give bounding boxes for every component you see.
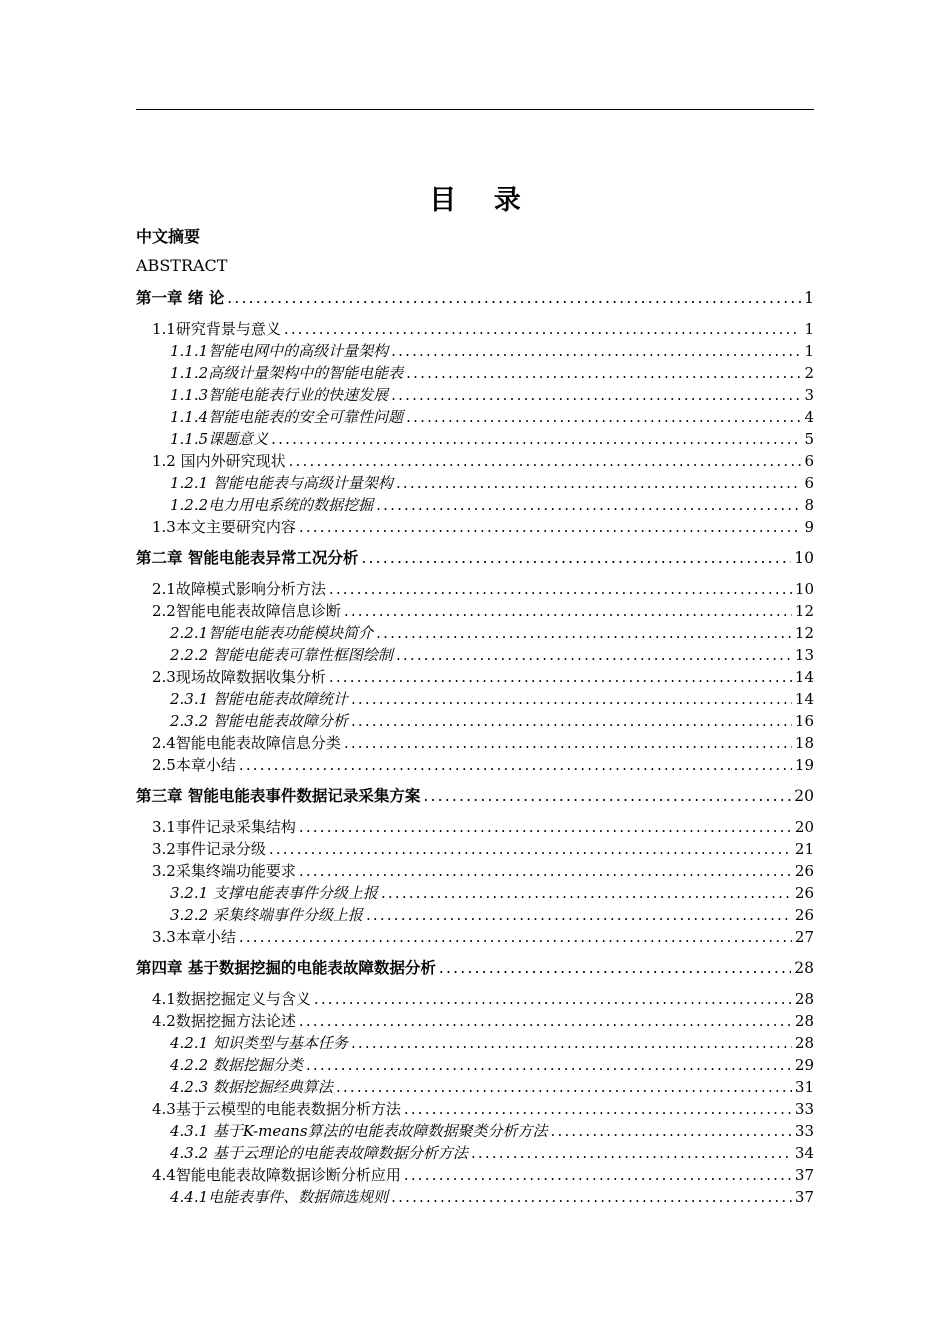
toc-entry-sub[interactable] bbox=[170, 689, 814, 709]
toc-entry-sec[interactable] bbox=[152, 839, 814, 859]
toc-entry-label: 2.3.1 智能电能表故障统计 bbox=[170, 690, 348, 708]
toc-entry-label: 4.2.1 知识类型与基本任务 bbox=[170, 1034, 348, 1052]
toc-entry-label: 1.1.3智能电能表行业的快速发展 bbox=[170, 386, 389, 404]
toc-entry-label: 第一章 绪 论 bbox=[136, 289, 225, 307]
toc-entry-sec[interactable] bbox=[152, 1011, 814, 1031]
toc-entry-page-number: 10 bbox=[794, 549, 814, 567]
toc-entry-sub[interactable] bbox=[170, 363, 814, 383]
toc-entry-label: 1.2 国内外研究现状 bbox=[152, 452, 286, 470]
toc-entry-chapter[interactable] bbox=[136, 958, 814, 978]
toc-entry-sec[interactable] bbox=[152, 1099, 814, 1119]
toc-entry-sub[interactable] bbox=[170, 1121, 814, 1141]
toc-dot-leader bbox=[344, 733, 792, 753]
toc-entry-page-number: 16 bbox=[794, 712, 814, 730]
toc-dot-leader bbox=[391, 385, 801, 405]
toc-dot-leader bbox=[284, 319, 802, 339]
toc-entry-label: 4.4智能电能表故障数据诊断分析应用 bbox=[152, 1166, 401, 1184]
toc-entry-page-number: 28 bbox=[794, 990, 814, 1008]
toc-dot-leader bbox=[269, 839, 792, 859]
toc-entry-label: 3.3本章小结 bbox=[152, 928, 236, 946]
toc-entry-sub[interactable] bbox=[170, 385, 814, 405]
toc-entry-page-number: 21 bbox=[794, 840, 814, 858]
toc-dot-leader bbox=[404, 1099, 792, 1119]
toc-entry-label: 1.1.2高级计量架构中的智能电能表 bbox=[170, 364, 404, 382]
toc-entry-label: 2.2智能电能表故障信息诊断 bbox=[152, 602, 341, 620]
toc-entry-sec[interactable] bbox=[152, 989, 814, 1009]
toc-entry-sub[interactable] bbox=[170, 1187, 814, 1207]
toc-entry-label: 第三章 智能电能表事件数据记录采集方案 bbox=[136, 787, 421, 805]
toc-entry-label: 3.2.1 支撑电能表事件分级上报 bbox=[170, 884, 378, 902]
toc-entry-page-number: 9 bbox=[804, 518, 814, 536]
toc-entry-label: 4.1数据挖掘定义与含义 bbox=[152, 990, 311, 1008]
toc-dot-leader bbox=[299, 1011, 792, 1031]
toc-entry-label: 1.3本文主要研究内容 bbox=[152, 518, 296, 536]
toc-entry-label: 1.2.2电力用电系统的数据挖掘 bbox=[170, 496, 374, 514]
toc-entry-label: 2.1故障模式影响分析方法 bbox=[152, 580, 326, 598]
toc-entry-page-number: 1 bbox=[804, 320, 814, 338]
toc-dot-leader bbox=[361, 548, 791, 568]
toc-entry-label: 第四章 基于数据挖掘的电能表故障数据分析 bbox=[136, 959, 436, 977]
toc-entry-label: 3.2采集终端功能要求 bbox=[152, 862, 296, 880]
toc-entry-page-number: 10 bbox=[794, 580, 814, 598]
toc-entry-page-number: 26 bbox=[794, 884, 814, 902]
toc-entry-sub[interactable] bbox=[170, 1055, 814, 1075]
toc-entry-sec[interactable] bbox=[152, 927, 814, 947]
toc-entry-sec[interactable] bbox=[152, 817, 814, 837]
toc-entry-label: 1.1.5课题意义 bbox=[170, 430, 269, 448]
toc-entry-page-number: 4 bbox=[804, 408, 814, 426]
toc-entry-label: 1.1.1智能电网中的高级计量架构 bbox=[170, 342, 389, 360]
toc-entry-label: 4.3基于云模型的电能表数据分析方法 bbox=[152, 1100, 401, 1118]
toc-dot-leader bbox=[239, 755, 792, 775]
toc-entry-label: 4.2数据挖掘方法论述 bbox=[152, 1012, 296, 1030]
toc-entry-page-number: 2 bbox=[804, 364, 814, 382]
toc-entry-label: 3.2.2 采集终端事件分级上报 bbox=[170, 906, 363, 924]
toc-dot-leader bbox=[551, 1121, 792, 1141]
toc-entry-label: 1.1.4智能电能表的安全可靠性问题 bbox=[170, 408, 404, 426]
toc-dot-leader bbox=[239, 927, 792, 947]
toc-entry-sec[interactable] bbox=[152, 861, 814, 881]
toc-dot-leader bbox=[314, 989, 792, 1009]
toc-entry-sub[interactable] bbox=[170, 645, 814, 665]
toc-dot-leader bbox=[391, 341, 801, 361]
toc-entry-page-number: 8 bbox=[804, 496, 814, 514]
toc-dot-leader bbox=[299, 861, 792, 881]
header-rule bbox=[136, 109, 814, 110]
toc-entry-label: 2.4智能电能表故障信息分类 bbox=[152, 734, 341, 752]
toc-dot-leader bbox=[406, 363, 801, 383]
toc-entry-page-number: 26 bbox=[794, 862, 814, 880]
toc-entry-label: 1.1研究背景与意义 bbox=[152, 320, 281, 338]
toc-dot-leader bbox=[299, 517, 802, 537]
toc-entry-sec[interactable] bbox=[152, 319, 814, 339]
toc-entry-sub[interactable] bbox=[170, 1077, 814, 1097]
toc-entry-page-number: 20 bbox=[794, 787, 814, 805]
toc-entry-page-number: 33 bbox=[794, 1122, 814, 1140]
toc-entry-label: 第二章 智能电能表异常工况分析 bbox=[136, 549, 359, 567]
toc-entry-label: 4.3.2 基于云理论的电能表故障数据分析方法 bbox=[170, 1144, 468, 1162]
toc-entry-label: 3.2事件记录分级 bbox=[152, 840, 266, 858]
toc-dot-leader bbox=[376, 623, 792, 643]
toc-entry-page-number: 20 bbox=[794, 818, 814, 836]
toc-entry-page-number: 33 bbox=[794, 1100, 814, 1118]
toc-dot-leader bbox=[396, 645, 792, 665]
toc-dot-leader bbox=[391, 1187, 792, 1207]
front-matter-abstract: ABSTRACT bbox=[136, 256, 228, 275]
toc-entry-label: 3.1事件记录采集结构 bbox=[152, 818, 296, 836]
toc-entry-page-number: 6 bbox=[804, 474, 814, 492]
toc-dot-leader bbox=[351, 711, 792, 731]
toc-entry-sub[interactable] bbox=[170, 623, 814, 643]
toc-entry-chapter[interactable] bbox=[136, 288, 814, 308]
toc-entry-page-number: 27 bbox=[794, 928, 814, 946]
toc-entry-page-number: 37 bbox=[794, 1188, 814, 1206]
toc-entry-label: 4.4.1电能表事件、数据筛选规则 bbox=[170, 1188, 389, 1206]
toc-dot-leader bbox=[351, 689, 792, 709]
toc-entry-page-number: 6 bbox=[804, 452, 814, 470]
toc-entry-page-number: 12 bbox=[794, 624, 814, 642]
toc-entry-sec[interactable] bbox=[152, 579, 814, 599]
toc-entry-page-number: 1 bbox=[804, 342, 814, 360]
toc-entry-sec[interactable] bbox=[152, 667, 814, 687]
toc-entry-page-number: 14 bbox=[794, 668, 814, 686]
toc-entry-sec[interactable] bbox=[152, 451, 814, 471]
toc-dot-leader bbox=[344, 601, 792, 621]
toc-entry-sec[interactable] bbox=[152, 1165, 814, 1185]
toc-entry-page-number: 19 bbox=[794, 756, 814, 774]
toc-dot-leader bbox=[471, 1143, 792, 1163]
toc-dot-leader bbox=[366, 905, 792, 925]
toc-entry-page-number: 1 bbox=[804, 289, 814, 307]
toc-title: 目 录 bbox=[429, 185, 535, 216]
toc-entry-label: 2.2.2 智能电能表可靠性框图绘制 bbox=[170, 646, 393, 664]
toc-dot-leader bbox=[271, 429, 801, 449]
toc-dot-leader bbox=[329, 667, 792, 687]
toc-entry-sub[interactable] bbox=[170, 883, 814, 903]
toc-entry-page-number: 31 bbox=[794, 1078, 814, 1096]
toc-entry-page-number: 29 bbox=[794, 1056, 814, 1074]
toc-dot-leader bbox=[289, 451, 802, 471]
toc-dot-leader bbox=[329, 579, 792, 599]
toc-entry-sec[interactable] bbox=[152, 601, 814, 621]
toc-entry-label: 2.5本章小结 bbox=[152, 756, 236, 774]
toc-dot-leader bbox=[306, 1055, 792, 1075]
toc-entry-sub[interactable] bbox=[170, 407, 814, 427]
toc-entry-sub[interactable] bbox=[170, 905, 814, 925]
toc-entry-chapter[interactable] bbox=[136, 786, 814, 806]
toc-entry-sub[interactable] bbox=[170, 341, 814, 361]
toc-entry-page-number: 28 bbox=[794, 1012, 814, 1030]
toc-entry-sub[interactable] bbox=[170, 473, 814, 493]
toc-entry-page-number: 13 bbox=[794, 646, 814, 664]
toc-entry-page-number: 34 bbox=[794, 1144, 814, 1162]
toc-entry-page-number: 12 bbox=[794, 602, 814, 620]
toc-entry-page-number: 18 bbox=[794, 734, 814, 752]
toc-entry-sec[interactable] bbox=[152, 755, 814, 775]
toc-dot-leader bbox=[423, 786, 791, 806]
toc-dot-leader bbox=[406, 407, 801, 427]
front-matter-chinese-abstract: 中文摘要 bbox=[136, 227, 201, 246]
toc-entry-label: 4.2.2 数据挖掘分类 bbox=[170, 1056, 303, 1074]
toc-entry-sec[interactable] bbox=[152, 733, 814, 753]
toc-dot-leader bbox=[376, 495, 801, 515]
toc-entry-label: 4.2.3 数据挖掘经典算法 bbox=[170, 1078, 333, 1096]
toc-entry-sub[interactable] bbox=[170, 711, 814, 731]
toc-entry-sec[interactable] bbox=[152, 517, 814, 537]
toc-entry-page-number: 28 bbox=[794, 1034, 814, 1052]
toc-dot-leader bbox=[404, 1165, 792, 1185]
toc-dot-leader bbox=[299, 817, 792, 837]
toc-entry-page-number: 5 bbox=[804, 430, 814, 448]
toc-entry-label: 2.3现场故障数据收集分析 bbox=[152, 668, 326, 686]
toc-dot-leader bbox=[439, 958, 791, 978]
toc-entry-sub[interactable] bbox=[170, 429, 814, 449]
toc-entry-label: 4.3.1 基于K-means算法的电能表故障数据聚类分析方法 bbox=[170, 1122, 548, 1140]
toc-entry-page-number: 3 bbox=[804, 386, 814, 404]
toc-entry-sub[interactable] bbox=[170, 1143, 814, 1163]
toc-entry-page-number: 28 bbox=[794, 959, 814, 977]
toc-dot-leader bbox=[336, 1077, 792, 1097]
toc-entry-label: 2.3.2 智能电能表故障分析 bbox=[170, 712, 348, 730]
toc-entry-sub[interactable] bbox=[170, 495, 814, 515]
toc-entry-page-number: 14 bbox=[794, 690, 814, 708]
toc-dot-leader bbox=[351, 1033, 792, 1053]
toc-entry-chapter[interactable] bbox=[136, 548, 814, 568]
toc-entry-page-number: 26 bbox=[794, 906, 814, 924]
toc-dot-leader bbox=[396, 473, 802, 493]
toc-dot-leader bbox=[381, 883, 792, 903]
toc-entry-label: 1.2.1 智能电能表与高级计量架构 bbox=[170, 474, 393, 492]
toc-dot-leader bbox=[227, 288, 801, 308]
toc-entry-sub[interactable] bbox=[170, 1033, 814, 1053]
toc-entry-label: 2.2.1智能电能表功能模块简介 bbox=[170, 624, 374, 642]
toc-entry-page-number: 37 bbox=[794, 1166, 814, 1184]
